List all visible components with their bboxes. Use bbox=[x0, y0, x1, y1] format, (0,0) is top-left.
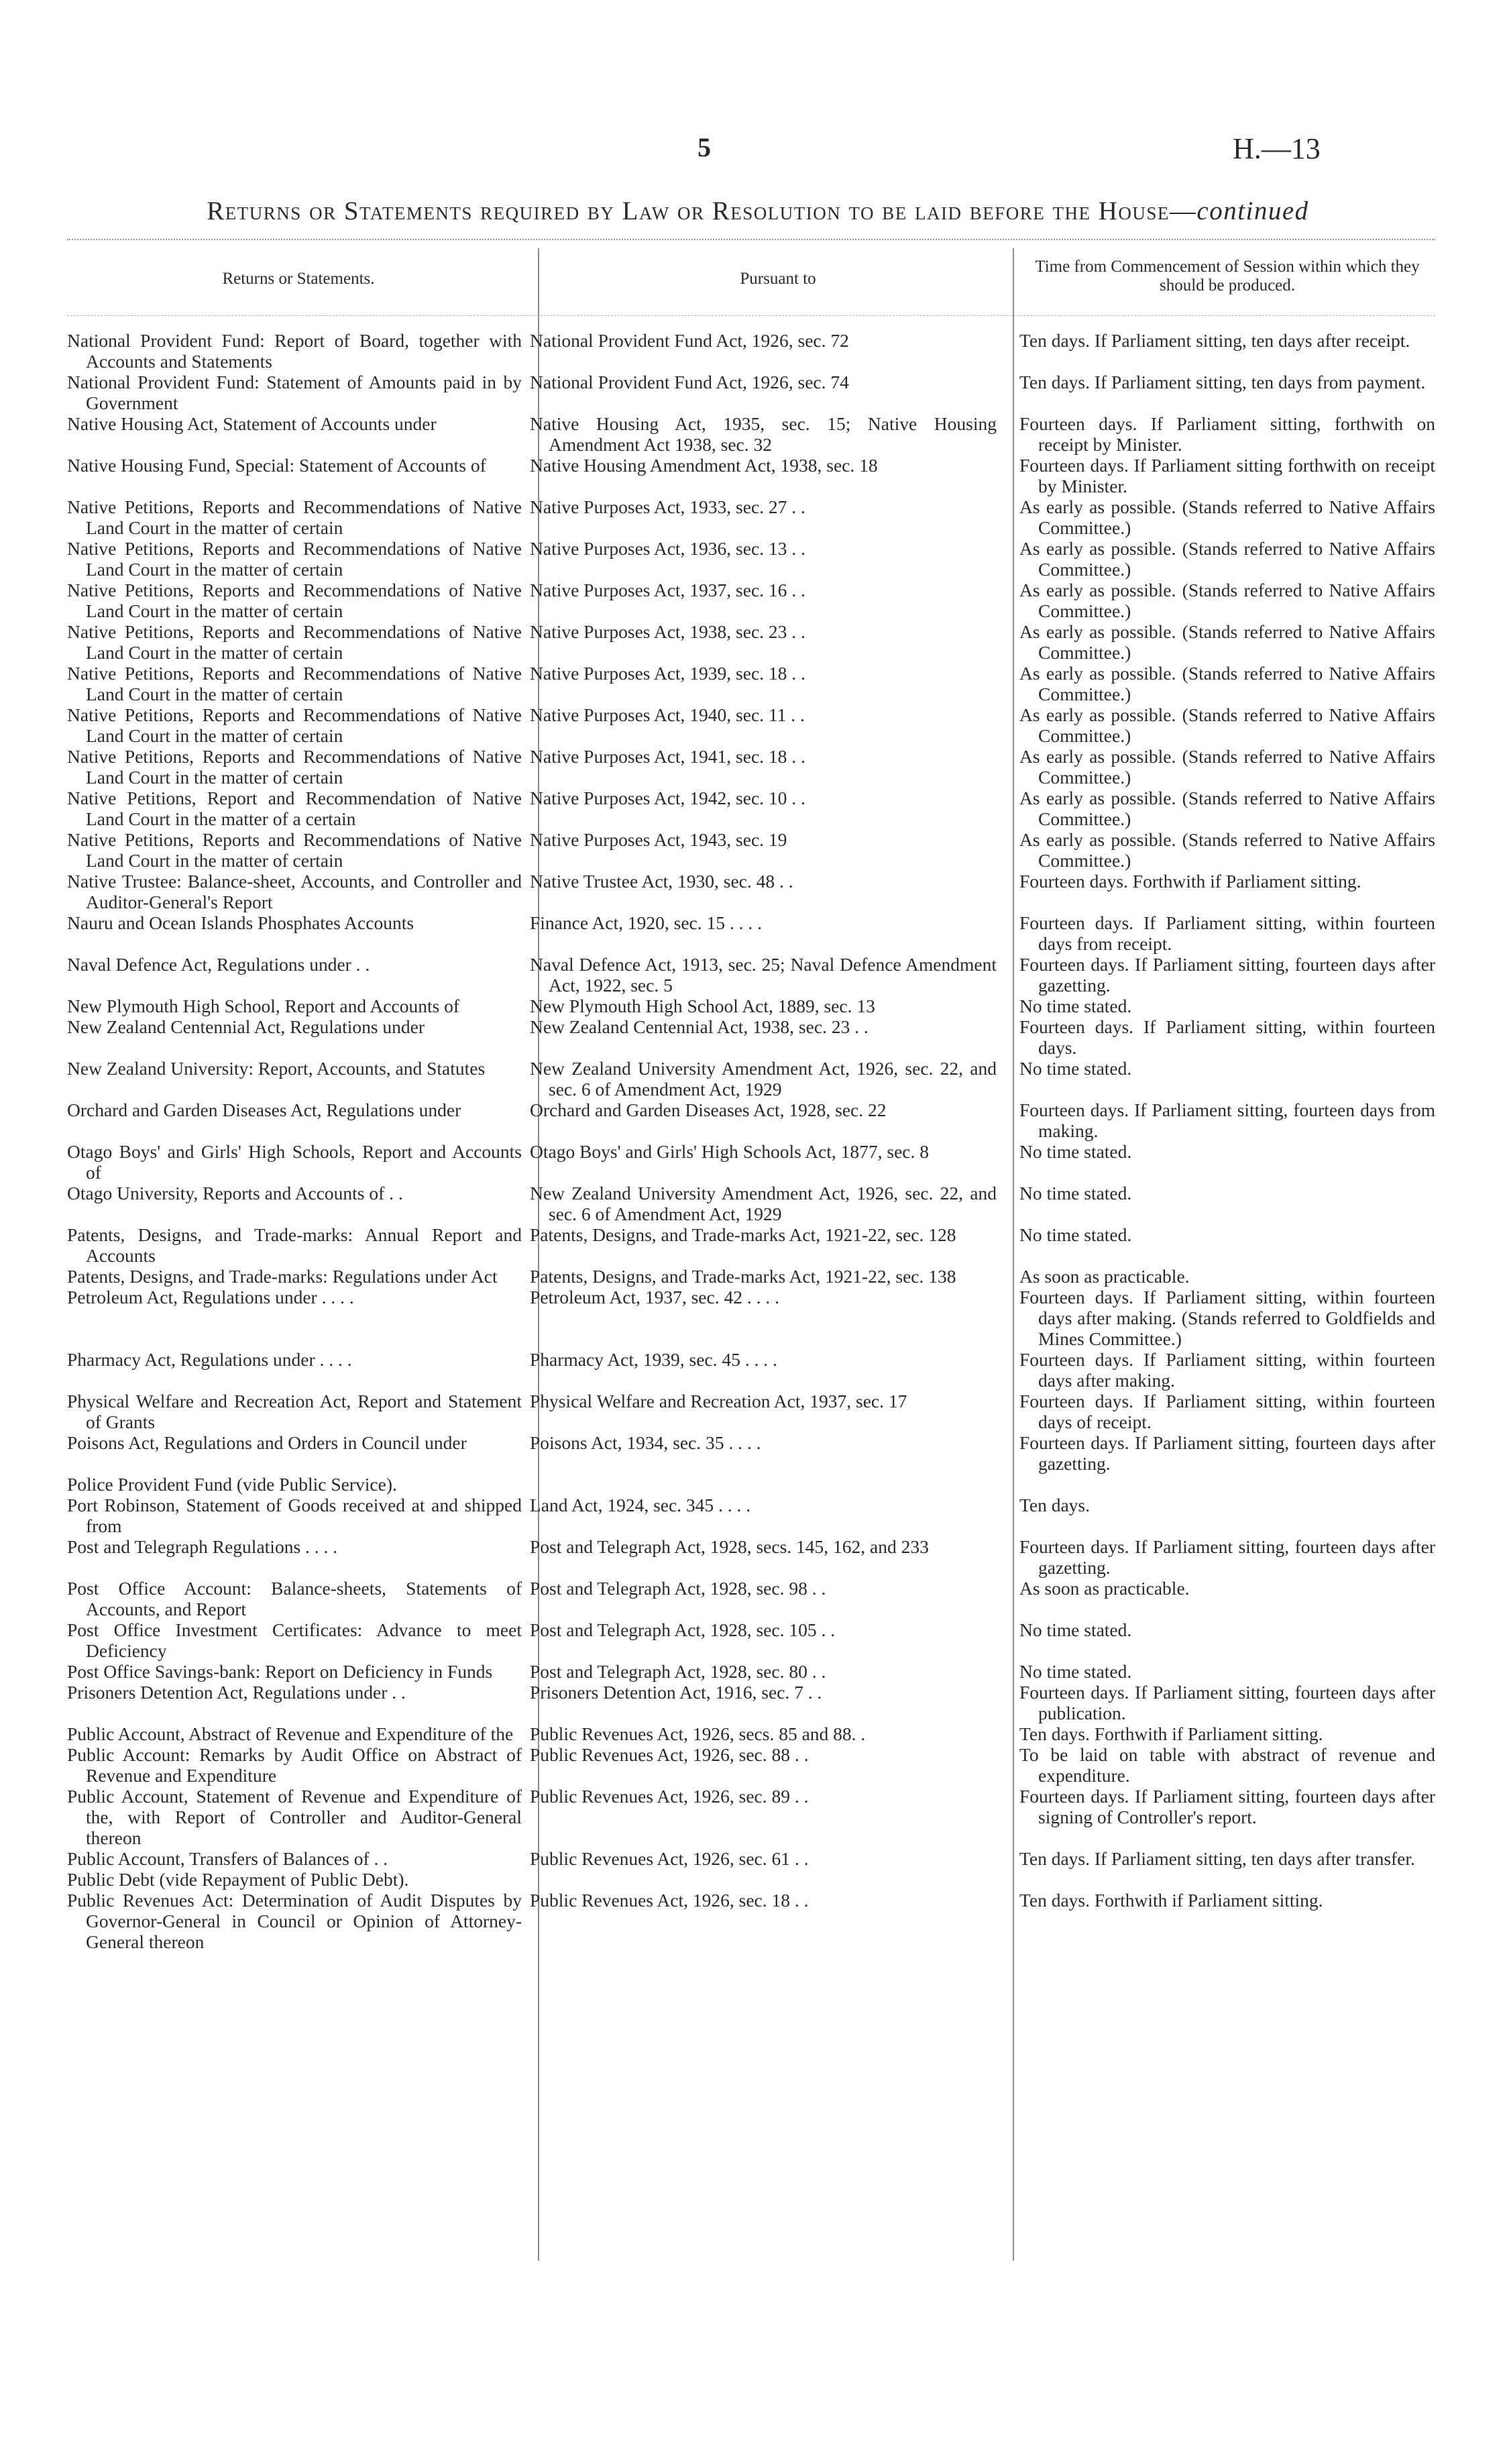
returns-table bbox=[67, 330, 1435, 1952]
time-cell: As early as possible. (Stands referred to Native Affairs Committee.) bbox=[1019, 621, 1435, 663]
table-row bbox=[67, 1349, 1435, 1391]
table-row bbox=[67, 1578, 1435, 1619]
pursuant-cell: Native Purposes Act, 1936, sec. 13 . . bbox=[530, 538, 805, 559]
pursuant-cell: Prisoners Detention Act, 1916, sec. 7 . . bbox=[530, 1682, 822, 1703]
pursuant-cell: Native Purposes Act, 1942, sec. 10 . . bbox=[530, 788, 805, 808]
table-row bbox=[67, 330, 1435, 372]
pursuant-cell: National Provident Fund Act, 1926, sec. 72 bbox=[530, 330, 849, 351]
time-cell: Fourteen days. If Parliament sitting, fourteen days after gazetting. bbox=[1019, 1536, 1435, 1578]
time-cell: Ten days. If Parliament sitting, ten days after transfer. bbox=[1019, 1848, 1415, 1869]
table-row bbox=[67, 1723, 1435, 1744]
returns-cell: Post Office Savings-bank: Report on Deficiency in Funds bbox=[67, 1661, 493, 1682]
time-cell: As soon as practicable. bbox=[1019, 1266, 1190, 1287]
table-row bbox=[67, 1100, 1435, 1141]
returns-cell: Post Office Investment Certificates: Advance to meet Deficiency bbox=[67, 1619, 522, 1661]
time-cell: As early as possible. (Stands referred to Native Affairs Committee.) bbox=[1019, 663, 1435, 704]
table-row bbox=[67, 1141, 1435, 1183]
table-row bbox=[67, 1495, 1435, 1536]
time-cell: Fourteen days. If Parliament sitting, fourteen days after publication. bbox=[1019, 1682, 1435, 1723]
time-cell: Fourteen days. If Parliament sitting, fourteen days after gazetting. bbox=[1019, 1432, 1435, 1474]
table-row bbox=[67, 1536, 1435, 1578]
pursuant-cell: New Plymouth High School Act, 1889, sec. 13 bbox=[530, 996, 875, 1016]
time-cell: No time stated. bbox=[1019, 1058, 1132, 1079]
pursuant-cell: Otago Boys' and Girls' High Schools Act, 1877, sec. 8 bbox=[530, 1141, 930, 1162]
table-row bbox=[67, 912, 1435, 954]
table-row bbox=[67, 704, 1435, 746]
returns-cell: Orchard and Garden Diseases Act, Regulations under bbox=[67, 1100, 461, 1120]
time-cell: No time stated. bbox=[1019, 1224, 1132, 1245]
pursuant-cell: National Provident Fund Act, 1926, sec. 74 bbox=[530, 372, 849, 392]
returns-cell: Public Account: Remarks by Audit Office on Abstract of Revenue and Expenditure bbox=[67, 1744, 522, 1786]
pursuant-cell: Post and Telegraph Act, 1928, sec. 105 . . bbox=[530, 1619, 836, 1640]
returns-cell: Native Petitions, Reports and Recommendations of Native Land Court in the matter of certain bbox=[67, 663, 522, 704]
page-number: 5 bbox=[698, 132, 711, 162]
returns-cell: Post Office Account: Balance-sheets, Statements of Accounts, and Report bbox=[67, 1578, 522, 1619]
table-row bbox=[67, 829, 1435, 871]
time-cell: As early as possible. (Stands referred to Native Affairs Committee.) bbox=[1019, 788, 1435, 829]
table-row bbox=[67, 871, 1435, 912]
returns-cell: Native Petitions, Reports and Recommendations of Native Land Court in the matter of certain bbox=[67, 704, 522, 746]
pursuant-cell: Orchard and Garden Diseases Act, 1928, sec. 22 bbox=[530, 1100, 887, 1120]
pursuant-cell: Poisons Act, 1934, sec. 35 . . . . bbox=[530, 1432, 761, 1453]
returns-cell: Physical Welfare and Recreation Act, Report and Statement of Grants bbox=[67, 1391, 522, 1432]
pursuant-cell: Patents, Designs, and Trade-marks Act, 1921-22, sec. 128 bbox=[530, 1224, 956, 1245]
table-row bbox=[67, 1016, 1435, 1058]
document-code: H.—13 bbox=[1233, 132, 1321, 165]
heading-text: Returns or Statements required by Law or Resolution to be laid before the House— bbox=[207, 197, 1197, 225]
table-row bbox=[67, 1474, 1435, 1495]
table-row bbox=[67, 580, 1435, 621]
pursuant-cell: Native Purposes Act, 1940, sec. 11 . . bbox=[530, 704, 805, 725]
returns-cell: Prisoners Detention Act, Regulations under . . bbox=[67, 1682, 406, 1703]
returns-cell: Native Petitions, Reports and Recommendations of Native Land Court in the matter of certain bbox=[67, 580, 522, 621]
returns-cell: New Zealand Centennial Act, Regulations under bbox=[67, 1016, 425, 1037]
time-cell: Ten days. If Parliament sitting, ten days from payment. bbox=[1019, 372, 1426, 392]
pursuant-cell: New Zealand University Amendment Act, 1926, sec. 22, and sec. 6 of Amendment Act, 1929 bbox=[530, 1058, 997, 1100]
returns-cell: Native Petitions, Reports and Recommendations of Native Land Court in the matter of certain bbox=[67, 496, 522, 538]
time-cell: Fourteen days. If Parliament sitting, fourteen days after gazetting. bbox=[1019, 954, 1435, 996]
time-cell: As early as possible. (Stands referred to Native Affairs Committee.) bbox=[1019, 538, 1435, 580]
pursuant-cell: Land Act, 1924, sec. 345 . . . . bbox=[530, 1495, 751, 1515]
table-row bbox=[67, 1744, 1435, 1786]
pursuant-cell: Native Purposes Act, 1939, sec. 18 . . bbox=[530, 663, 805, 684]
returns-cell: Poisons Act, Regulations and Orders in Council under bbox=[67, 1432, 467, 1453]
returns-cell: Public Account, Statement of Revenue and Expenditure of the, with Report of Controller and Auditor-General thereon bbox=[67, 1786, 522, 1848]
returns-cell: Native Housing Fund, Special: Statement of Accounts of bbox=[67, 455, 486, 476]
table-row bbox=[67, 1619, 1435, 1661]
table-row bbox=[67, 954, 1435, 996]
pursuant-cell: Post and Telegraph Act, 1928, sec. 98 . . bbox=[530, 1578, 826, 1599]
time-cell: As early as possible. (Stands referred to Native Affairs Committee.) bbox=[1019, 496, 1435, 538]
time-cell: No time stated. bbox=[1019, 1141, 1132, 1162]
table-row bbox=[67, 1183, 1435, 1224]
heading-rule bbox=[67, 239, 1435, 240]
table-row bbox=[67, 1890, 1435, 1952]
table-row bbox=[67, 746, 1435, 788]
table-row bbox=[67, 1287, 1435, 1349]
page-heading bbox=[94, 196, 1422, 226]
pursuant-cell: Naval Defence Act, 1913, sec. 25; Naval Defence Amendment Act, 1922, sec. 5 bbox=[530, 954, 997, 996]
time-cell: Fourteen days. If Parliament sitting, within fourteen days after making. (Stands referred to Goldfields and Mines Committee.) bbox=[1019, 1287, 1435, 1349]
returns-cell: Post and Telegraph Regulations . . . . bbox=[67, 1536, 338, 1557]
pursuant-cell: Public Revenues Act, 1926, sec. 89 . . bbox=[530, 1786, 809, 1807]
returns-cell: Native Trustee: Balance-sheet, Accounts, and Controller and Auditor-General's Report bbox=[67, 871, 522, 912]
returns-cell: Nauru and Ocean Islands Phosphates Accounts bbox=[67, 912, 414, 933]
pursuant-cell: New Zealand Centennial Act, 1938, sec. 23 . . bbox=[530, 1016, 869, 1037]
time-cell: Fourteen days. If Parliament sitting, forthwith on receipt by Minister. bbox=[1019, 413, 1435, 455]
returns-cell: Otago Boys' and Girls' High Schools, Report and Accounts of bbox=[67, 1141, 522, 1183]
time-cell: As early as possible. (Stands referred to Native Affairs Committee.) bbox=[1019, 829, 1435, 871]
pursuant-cell: Physical Welfare and Recreation Act, 1937, sec. 17 bbox=[530, 1391, 907, 1411]
returns-cell: Public Account, Abstract of Revenue and Expenditure of the bbox=[67, 1723, 514, 1744]
returns-cell: New Plymouth High School, Report and Accounts of bbox=[67, 996, 460, 1016]
time-cell: No time stated. bbox=[1019, 1661, 1132, 1682]
time-cell: As early as possible. (Stands referred to Native Affairs Committee.) bbox=[1019, 580, 1435, 621]
pursuant-cell: Post and Telegraph Act, 1928, sec. 80 . . bbox=[530, 1661, 826, 1682]
returns-cell: Public Debt (vide Repayment of Public Debt). bbox=[67, 1869, 409, 1890]
time-cell: Fourteen days. If Parliament sitting, within fourteen days of receipt. bbox=[1019, 1391, 1435, 1432]
time-cell: No time stated. bbox=[1019, 1619, 1132, 1640]
returns-cell: Public Revenues Act: Determination of Audit Disputes by Governor-General in Council or Opinion of Attorney-General thereon bbox=[67, 1890, 522, 1952]
table-row bbox=[67, 538, 1435, 580]
returns-cell: Native Petitions, Reports and Recommendations of Native Land Court in the matter of certain bbox=[67, 829, 522, 871]
pursuant-cell: Native Housing Amendment Act, 1938, sec. 18 bbox=[530, 455, 878, 476]
time-cell: Fourteen days. If Parliament sitting, within fourteen days from receipt. bbox=[1019, 912, 1435, 954]
table-row bbox=[67, 1786, 1435, 1848]
pursuant-cell: Native Housing Act, 1935, sec. 15; Native Housing Amendment Act 1938, sec. 32 bbox=[530, 413, 997, 455]
returns-cell: National Provident Fund: Statement of Amounts paid in by Government bbox=[67, 372, 522, 413]
pursuant-cell: Finance Act, 1920, sec. 15 . . . . bbox=[530, 912, 762, 933]
time-cell: As early as possible. (Stands referred to Native Affairs Committee.) bbox=[1019, 704, 1435, 746]
returns-cell: Port Robinson, Statement of Goods received at and shipped from bbox=[67, 1495, 522, 1536]
returns-cell: Native Petitions, Reports and Recommendations of Native Land Court in the matter of certain bbox=[67, 621, 522, 663]
returns-cell: Native Petitions, Report and Recommendation of Native Land Court in the matter of a certain bbox=[67, 788, 522, 829]
pursuant-cell: Native Purposes Act, 1943, sec. 19 bbox=[530, 829, 787, 850]
table-row bbox=[67, 1661, 1435, 1682]
table-row bbox=[67, 1848, 1435, 1869]
table-row bbox=[67, 1869, 1435, 1890]
table-row bbox=[67, 455, 1435, 496]
time-cell: To be laid on table with abstract of revenue and expenditure. bbox=[1019, 1744, 1435, 1786]
table-row bbox=[67, 413, 1435, 455]
returns-cell: New Zealand University: Report, Accounts, and Statutes bbox=[67, 1058, 486, 1079]
table-row bbox=[67, 621, 1435, 663]
time-cell: Fourteen days. Forthwith if Parliament sitting. bbox=[1019, 871, 1361, 892]
returns-cell: Otago University, Reports and Accounts of . . bbox=[67, 1183, 403, 1203]
pursuant-cell: New Zealand University Amendment Act, 1926, sec. 22, and sec. 6 of Amendment Act, 1929 bbox=[530, 1183, 997, 1224]
pursuant-cell: Native Purposes Act, 1938, sec. 23 . . bbox=[530, 621, 805, 642]
table-row bbox=[67, 663, 1435, 704]
pursuant-cell: Public Revenues Act, 1926, sec. 61 . . bbox=[530, 1848, 809, 1869]
time-cell: Ten days. If Parliament sitting, ten days after receipt. bbox=[1019, 330, 1410, 351]
table-row bbox=[67, 372, 1435, 413]
heading-continued: continued bbox=[1196, 197, 1309, 225]
returns-cell: Pharmacy Act, Regulations under . . . . bbox=[67, 1349, 352, 1370]
time-cell: No time stated. bbox=[1019, 996, 1132, 1016]
pursuant-cell: Pharmacy Act, 1939, sec. 45 . . . . bbox=[530, 1349, 777, 1370]
time-cell: Ten days. bbox=[1019, 1495, 1090, 1515]
time-cell: Fourteen days. If Parliament sitting, fourteen days after signing of Controller's report. bbox=[1019, 1786, 1435, 1827]
table-row bbox=[67, 1058, 1435, 1100]
pursuant-cell: Post and Telegraph Act, 1928, secs. 145, 162, and 233 bbox=[530, 1536, 929, 1557]
pursuant-cell: Public Revenues Act, 1926, sec. 88 . . bbox=[530, 1744, 809, 1765]
returns-cell: Native Housing Act, Statement of Accounts under bbox=[67, 413, 437, 434]
time-cell: Fourteen days. If Parliament sitting, within fourteen days. bbox=[1019, 1016, 1435, 1058]
returns-cell: Patents, Designs, and Trade-marks: Annual Report and Accounts bbox=[67, 1224, 522, 1266]
table-row bbox=[67, 496, 1435, 538]
returns-cell: Patents, Designs, and Trade-marks: Regulations under Act bbox=[67, 1266, 498, 1287]
returns-cell: Native Petitions, Reports and Recommendations of Native Land Court in the matter of certain bbox=[67, 538, 522, 580]
time-cell: Ten days. Forthwith if Parliament sitting. bbox=[1019, 1890, 1323, 1911]
table-row bbox=[67, 1391, 1435, 1432]
pursuant-cell: Native Purposes Act, 1937, sec. 16 . . bbox=[530, 580, 805, 600]
column-header-pursuant: Pursuant to bbox=[740, 270, 816, 288]
table-row bbox=[67, 1432, 1435, 1474]
time-cell: As early as possible. (Stands referred to Native Affairs Committee.) bbox=[1019, 746, 1435, 788]
time-cell: Fourteen days. If Parliament sitting, fourteen days from making. bbox=[1019, 1100, 1435, 1141]
table-row bbox=[67, 1682, 1435, 1723]
pursuant-cell: Native Trustee Act, 1930, sec. 48 . . bbox=[530, 871, 793, 892]
table-row bbox=[67, 1224, 1435, 1266]
time-cell: As soon as practicable. bbox=[1019, 1578, 1190, 1599]
pursuant-cell: Public Revenues Act, 1926, secs. 85 and 88. . bbox=[530, 1723, 866, 1744]
pursuant-cell: Petroleum Act, 1937, sec. 42 . . . . bbox=[530, 1287, 779, 1307]
pursuant-cell: Native Purposes Act, 1941, sec. 18 . . bbox=[530, 746, 805, 767]
time-cell: No time stated. bbox=[1019, 1183, 1132, 1203]
table-row bbox=[67, 1266, 1435, 1287]
column-header-time: Time from Commencement of Session within which they should be produced. bbox=[1035, 258, 1420, 294]
returns-cell: National Provident Fund: Report of Board, together with Accounts and Statements bbox=[67, 330, 522, 372]
returns-cell: Petroleum Act, Regulations under . . . . bbox=[67, 1287, 354, 1307]
returns-cell: Police Provident Fund (vide Public Service). bbox=[67, 1474, 397, 1495]
returns-cell: Naval Defence Act, Regulations under . . bbox=[67, 954, 370, 975]
pursuant-cell: Native Purposes Act, 1933, sec. 27 . . bbox=[530, 496, 805, 517]
column-header-returns: Returns or Statements. bbox=[222, 270, 375, 288]
table-row bbox=[67, 996, 1435, 1016]
table-row bbox=[67, 788, 1435, 829]
time-cell: Fourteen days. If Parliament sitting, within fourteen days after making. bbox=[1019, 1349, 1435, 1391]
time-cell: Ten days. Forthwith if Parliament sitting. bbox=[1019, 1723, 1323, 1744]
pursuant-cell: Public Revenues Act, 1926, sec. 18 . . bbox=[530, 1890, 809, 1911]
returns-cell: Public Account, Transfers of Balances of . . bbox=[67, 1848, 388, 1869]
pursuant-cell: Patents, Designs, and Trade-marks Act, 1921-22, sec. 138 bbox=[530, 1266, 956, 1287]
header-rule bbox=[67, 315, 1435, 316]
time-cell: Fourteen days. If Parliament sitting forthwith on receipt by Minister. bbox=[1019, 455, 1435, 496]
returns-cell: Native Petitions, Reports and Recommendations of Native Land Court in the matter of certain bbox=[67, 746, 522, 788]
